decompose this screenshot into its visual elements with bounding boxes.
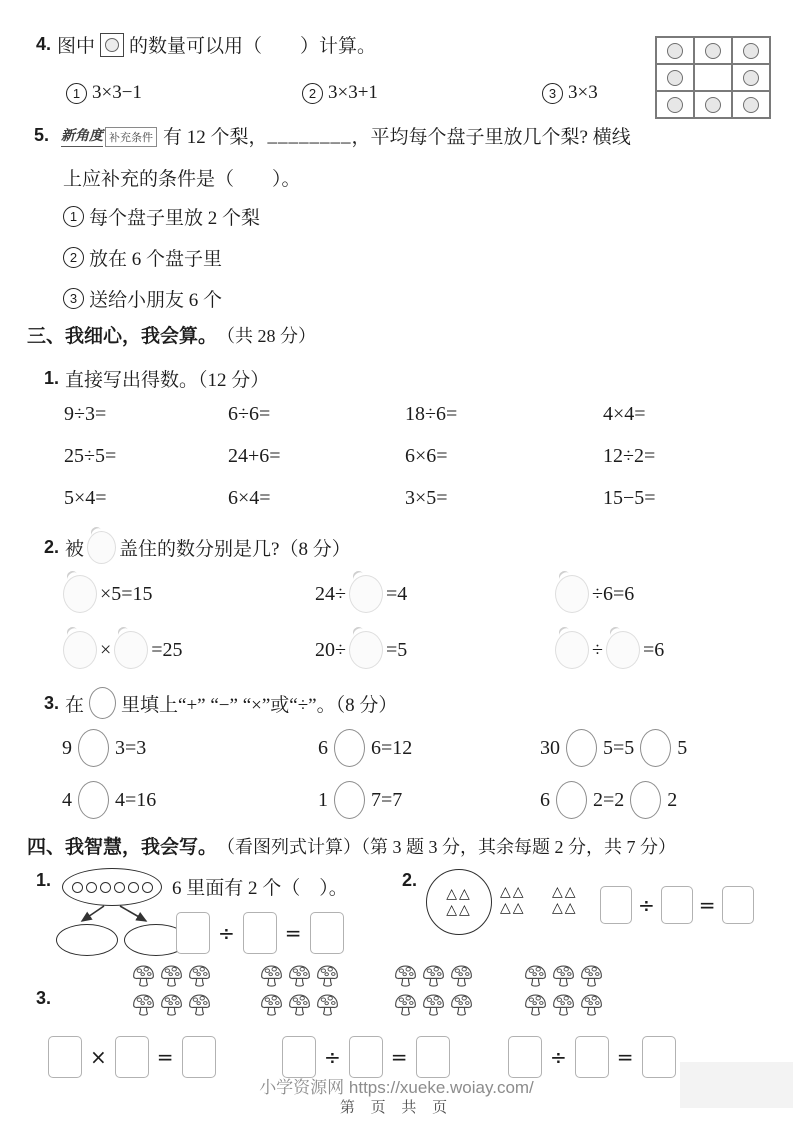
equation-text: ÷6=6	[592, 582, 635, 605]
mushroom-icon	[550, 992, 577, 1019]
mushroom-icon	[420, 992, 447, 1019]
circled-triangles-group	[426, 869, 492, 935]
equals-sign: =	[156, 1045, 174, 1069]
covered-equation-1	[60, 575, 153, 613]
answer-box	[182, 1036, 216, 1078]
sec3-q2-label	[44, 531, 351, 564]
q5-option-2	[63, 244, 222, 271]
q5-option-3	[63, 285, 222, 312]
q4-option-1	[66, 82, 142, 104]
sec3-q1-text: 直接写出得数。（12 分）	[65, 370, 270, 391]
option-1-text: 每个盘子里放 2 个梨	[89, 208, 261, 229]
peach-cover-icon	[87, 531, 116, 564]
answer-box	[176, 912, 210, 954]
mushroom-icon	[392, 992, 419, 1019]
triangle-row: △△	[446, 902, 472, 918]
equation-text: 6	[318, 736, 328, 759]
mushroom-icon	[314, 963, 341, 990]
peach-cover-icon	[63, 631, 97, 669]
triangles-group	[552, 884, 578, 916]
math-item: 6÷6=	[228, 403, 271, 425]
equation-text: ÷	[592, 638, 603, 661]
q5-option-1	[63, 203, 260, 230]
multiplication-sign: ×	[90, 1045, 107, 1069]
question-5-text-b: ，平均每个盘子里放几个梨? 横线	[351, 127, 631, 148]
q4-option-2	[302, 82, 378, 104]
mushroom-icon	[186, 963, 213, 990]
grid-cell-empty	[694, 64, 732, 91]
mushroom-group	[130, 963, 214, 1021]
equation-text: 6=12	[371, 736, 413, 759]
grid-cell	[656, 37, 694, 64]
option-1-circled-number: 1	[66, 83, 87, 104]
option-2-circled-number: 2	[63, 247, 84, 268]
operator-equation-1	[62, 729, 146, 767]
footer-site-url: 小学资源网 https://xueke.woiay.com/	[259, 1078, 534, 1097]
equation-text: 4=16	[115, 788, 157, 811]
option-1-circled-number: 1	[63, 206, 84, 227]
covered-equation-3	[552, 575, 634, 613]
question-4-stem	[36, 31, 376, 58]
mushroom-icon	[448, 963, 475, 990]
sec3-q2-text-pre: 被	[65, 539, 85, 560]
math-item: 6×4=	[228, 487, 271, 509]
badge-sub-label: 补充条件	[105, 127, 157, 147]
operator-circle-blank	[566, 729, 597, 767]
equals-sign: =	[390, 1045, 408, 1069]
triangle-row: △△	[552, 900, 578, 916]
grid-cell	[694, 91, 732, 118]
peach-cover-icon	[555, 575, 589, 613]
section-4-title: 四、我智慧，我会写。	[27, 837, 218, 858]
operator-circle-blank	[640, 729, 671, 767]
answer-box	[508, 1036, 542, 1078]
equals-sign: =	[616, 1045, 634, 1069]
answer-box	[243, 912, 277, 954]
division-sign: ÷	[550, 1045, 567, 1069]
covered-equation-6	[552, 631, 664, 669]
option-2-circled-number: 2	[302, 83, 323, 104]
badge-main-label: 新角度	[61, 125, 103, 147]
equals-sign: =	[698, 893, 716, 917]
mushroom-icon	[158, 963, 185, 990]
sec4-q3-equation-2	[282, 1036, 450, 1078]
covered-equation-5	[315, 631, 407, 669]
question-5-stem-line1	[34, 122, 631, 149]
question-5-stem-line2: 上应补充的条件是（ ）。	[63, 169, 301, 190]
peach-cover-icon	[63, 575, 97, 613]
equation-text: 24÷	[315, 582, 346, 605]
math-item: 5×4=	[64, 487, 107, 509]
sec3-q3-number: 3.	[44, 692, 60, 713]
sec3-q3-text-post: 里填上“+” “−” “×”或“÷”。（8 分）	[121, 694, 398, 716]
equation-text: 5=5	[603, 736, 635, 759]
equation-text: =6	[642, 638, 665, 661]
grid-cell	[656, 64, 694, 91]
grid-cell	[732, 64, 770, 91]
triangles-group	[500, 884, 526, 916]
equals-sign: =	[284, 921, 302, 945]
covered-equation-4	[60, 631, 183, 669]
operator-circle-blank	[334, 781, 365, 819]
math-item: 25÷5=	[64, 445, 117, 467]
math-item: 18÷6=	[405, 403, 458, 425]
mushroom-icon	[522, 963, 549, 990]
answer-box	[282, 1036, 316, 1078]
sec4-q3-number: 3.	[36, 988, 52, 1008]
grid-cell	[694, 37, 732, 64]
equation-text: ×	[100, 638, 112, 661]
math-item: 12÷2=	[603, 445, 656, 467]
question-4-number: 4.	[36, 34, 52, 54]
mushroom-icon	[420, 963, 447, 990]
division-sign: ÷	[218, 921, 235, 945]
equation-text: 5	[677, 736, 688, 759]
peach-cover-icon	[606, 631, 640, 669]
sec4-q3-equation-3	[508, 1036, 676, 1078]
operator-circle-blank	[334, 729, 365, 767]
answer-box	[349, 1036, 383, 1078]
sec4-q1-equation	[176, 912, 344, 954]
operator-circle-blank	[630, 781, 661, 819]
equation-text: 2	[667, 788, 678, 811]
answer-box	[416, 1036, 450, 1078]
operator-circle-blank	[78, 729, 109, 767]
sec4-q1-number: 1.	[36, 870, 52, 890]
operator-circle-blank	[556, 781, 587, 819]
answer-box	[642, 1036, 676, 1078]
mushroom-icon	[286, 963, 313, 990]
question-5-number: 5.	[34, 125, 50, 145]
mushroom-icon	[258, 992, 285, 1019]
empty-oval-left	[56, 924, 118, 956]
section-3-title: 三、我细心，我会算。	[27, 326, 218, 347]
mushroom-icon	[314, 992, 341, 1019]
mushroom-icon	[158, 992, 185, 1019]
grid-cell	[732, 91, 770, 118]
split-arrows-icon	[62, 905, 182, 925]
peach-cover-icon	[555, 631, 589, 669]
section-4-note: （看图列式计算）（第 3 题 3 分，其余每题 2 分，共 7 分）	[217, 836, 677, 857]
operator-circle-blank	[78, 781, 109, 819]
equation-text: ×5=15	[100, 582, 153, 605]
math-item: 6×6=	[405, 445, 448, 467]
operator-equation-2	[318, 729, 412, 767]
question-5-text-a: 有 12 个梨，	[163, 127, 268, 148]
answer-box	[722, 886, 754, 924]
footer-page-info: 第 页 共 页	[339, 1100, 454, 1116]
triangle-row: △△	[500, 900, 526, 916]
mushroom-icon	[130, 992, 157, 1019]
sec3-q2-text-post: 盖住的数分别是几?（8 分）	[119, 539, 351, 560]
peach-cover-icon	[114, 631, 148, 669]
mushroom-icon	[186, 992, 213, 1019]
triangle-row: △△	[446, 886, 472, 902]
circle-symbol-box-icon	[100, 33, 124, 57]
mushroom-icon	[578, 992, 605, 1019]
option-2-text: 3×3+1	[328, 82, 378, 103]
option-1-text: 3×3−1	[92, 82, 142, 103]
section-3-heading	[27, 321, 316, 348]
operator-circle-icon	[89, 687, 116, 719]
sec4-q2-number: 2.	[402, 870, 418, 890]
answer-box	[115, 1036, 149, 1078]
sec4-q3-equation-1	[48, 1036, 216, 1078]
math-item: 15−5=	[603, 487, 656, 509]
q4-option-3	[542, 82, 598, 104]
equation-text: 7=7	[371, 788, 403, 811]
grid-cell	[656, 91, 694, 118]
sec3-q3-label	[44, 687, 397, 719]
answer-box	[575, 1036, 609, 1078]
answer-box	[310, 912, 344, 954]
equation-text: 20÷	[315, 638, 346, 661]
equation-text: =5	[385, 638, 408, 661]
sec4-q2-equation	[600, 886, 754, 924]
equation-text: 6	[540, 788, 550, 811]
answer-box	[661, 886, 693, 924]
new-angle-badge	[61, 125, 157, 147]
peach-cover-icon	[349, 575, 383, 613]
math-item: 9÷3=	[64, 403, 107, 425]
math-item: 4×4=	[603, 403, 646, 425]
q4-circle-grid-illustration	[655, 36, 771, 119]
equation-text: 9	[62, 736, 72, 759]
sec3-q1-label	[44, 365, 269, 392]
six-dots	[72, 882, 153, 893]
math-item: 3×5=	[405, 487, 448, 509]
mushroom-icon	[522, 992, 549, 1019]
sec4-q1-text: 6 里面有 2 个（ ）。	[172, 878, 348, 899]
option-3-circled-number: 3	[63, 288, 84, 309]
operator-equation-5	[318, 781, 402, 819]
equation-text: =4	[385, 582, 408, 605]
sec3-q3-text-pre: 在	[65, 694, 85, 716]
covered-equation-2	[315, 575, 407, 613]
operator-equation-4	[62, 781, 156, 819]
sec3-q2-number: 2.	[44, 537, 60, 557]
mental-math-grid	[64, 403, 733, 529]
sec3-q1-number: 1.	[44, 368, 60, 388]
question-4-text-post: 的数量可以用（ ）计算。	[129, 36, 377, 57]
mushroom-icon	[286, 992, 313, 1019]
equation-text: =25	[151, 638, 183, 661]
mushroom-icon	[258, 963, 285, 990]
mushroom-icon	[130, 963, 157, 990]
fill-blank-line: ________	[267, 124, 352, 146]
mushroom-group	[258, 963, 342, 1021]
peach-cover-icon	[349, 631, 383, 669]
question-4-text-pre: 图中	[57, 36, 96, 57]
equation-text: 30	[540, 736, 560, 759]
triangle-row: △△	[552, 884, 578, 900]
division-sign: ÷	[638, 893, 655, 917]
math-item: 24+6=	[228, 445, 281, 467]
operator-equation-3	[540, 729, 687, 767]
division-sign: ÷	[324, 1045, 341, 1069]
mushroom-group	[522, 963, 606, 1021]
mushroom-icon	[550, 963, 577, 990]
answer-box	[600, 886, 632, 924]
option-2-text: 放在 6 个盘子里	[89, 249, 223, 270]
equation-text: 4	[62, 788, 72, 811]
section-4-heading	[27, 832, 676, 859]
mushroom-icon	[448, 992, 475, 1019]
option-3-circled-number: 3	[542, 83, 563, 104]
equation-text: 1	[318, 788, 328, 811]
mushroom-group	[392, 963, 476, 1021]
answer-box	[48, 1036, 82, 1078]
equation-text: 3=3	[115, 736, 147, 759]
dots-oval-illustration	[62, 868, 162, 906]
option-3-text: 3×3	[568, 82, 598, 103]
section-3-score: （共 28 分）	[217, 325, 317, 346]
mushroom-icon	[392, 963, 419, 990]
option-3-text: 送给小朋友 6 个	[89, 290, 223, 311]
triangle-row: △△	[500, 884, 526, 900]
operator-equation-6	[540, 781, 677, 819]
grid-cell	[732, 37, 770, 64]
mushroom-icon	[578, 963, 605, 990]
equation-text: 2=2	[593, 788, 625, 811]
